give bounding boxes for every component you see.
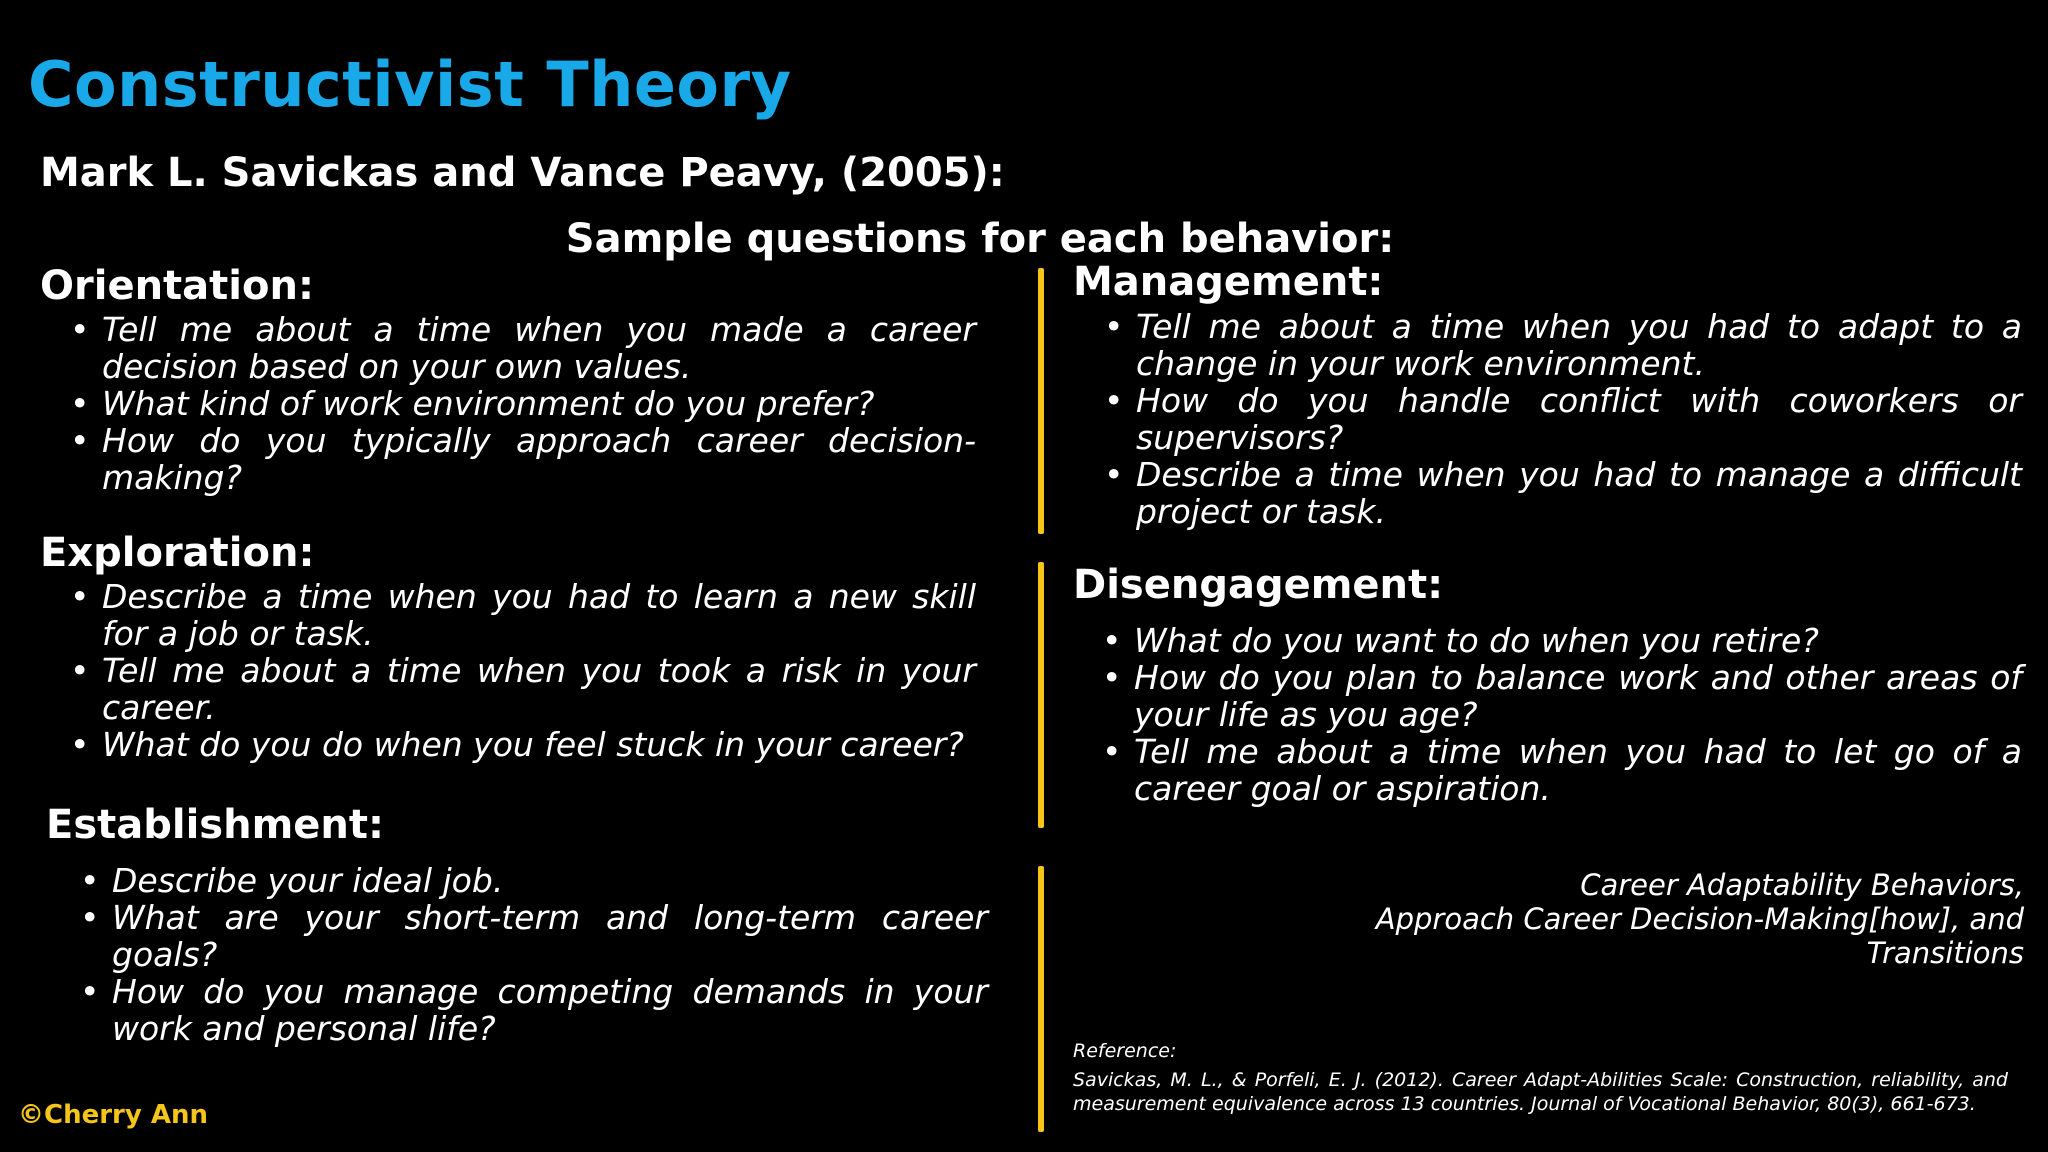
note-line: Career Adaptability Behaviors,	[1580, 868, 2024, 902]
list-item: • Tell me about a time when you had to adapt to a change in your work environment.	[1104, 308, 2022, 382]
note-line: Transitions	[1866, 936, 2024, 970]
list-item: • Describe a time when you had to learn a new skill for a job or task.	[70, 578, 976, 652]
credit-watermark: ©Cherry Ann	[18, 1100, 209, 1130]
exploration-title: Exploration:	[40, 530, 315, 576]
list-item: • Tell me about a time when you took a risk in your career.	[70, 652, 976, 726]
list-item: • What do you do when you feel stuck in your career?	[70, 726, 976, 763]
list-item: • What are your short-term and long-term career goals?	[80, 899, 988, 973]
list-item: • How do you typically approach career decision-making?	[70, 422, 976, 496]
establishment-list	[80, 862, 988, 1047]
list-item: • How do you manage competing demands in your work and personal life?	[80, 973, 988, 1047]
reference-label: Reference:	[1073, 1040, 1177, 1062]
list-item: • Describe your ideal job.	[80, 862, 988, 899]
slide-subtitle: Mark L. Savickas and Vance Peavy, (2005):	[40, 150, 1005, 196]
disengagement-list	[1102, 622, 2022, 807]
list-item: • What do you want to do when you retire?	[1102, 622, 2022, 659]
divider-top	[1038, 268, 1044, 534]
orientation-list	[70, 311, 976, 496]
adaptability-note	[1324, 868, 2024, 970]
divider-bottom	[1038, 866, 1044, 1132]
establishment-title: Establishment:	[46, 802, 384, 848]
center-heading: Sample questions for each behavior:	[565, 216, 1395, 262]
list-item: • What kind of work environment do you prefer?	[70, 385, 976, 422]
list-item: • Tell me about a time when you made a career decision based on your own values.	[70, 311, 976, 385]
management-list	[1104, 308, 2022, 530]
management-title: Management:	[1073, 259, 1384, 305]
list-item: • Describe a time when you had to manage a difficult project or task.	[1104, 456, 2022, 530]
divider-middle	[1038, 562, 1044, 828]
list-item: • How do you handle conflict with coworkers or supervisors?	[1104, 382, 2022, 456]
orientation-title: Orientation:	[40, 263, 314, 309]
reference-text: Savickas, M. L., & Porfeli, E. J. (2012). Career Adapt-Abilities Scale: Construction, reliability, and measurement equivalence across 13 countries. Journal of Vocational Behavior, 80(3), 661-673.	[1073, 1069, 2008, 1115]
disengagement-title: Disengagement:	[1073, 562, 1444, 608]
list-item: • Tell me about a time when you had to let go of a career goal or aspiration.	[1102, 733, 2022, 807]
slide-title: Constructivist Theory	[28, 48, 792, 121]
exploration-list	[70, 578, 976, 763]
note-line: Approach Career Decision-Making[how], and	[1375, 902, 2024, 936]
list-item: • How do you plan to balance work and other areas of your life as you age?	[1102, 659, 2022, 733]
